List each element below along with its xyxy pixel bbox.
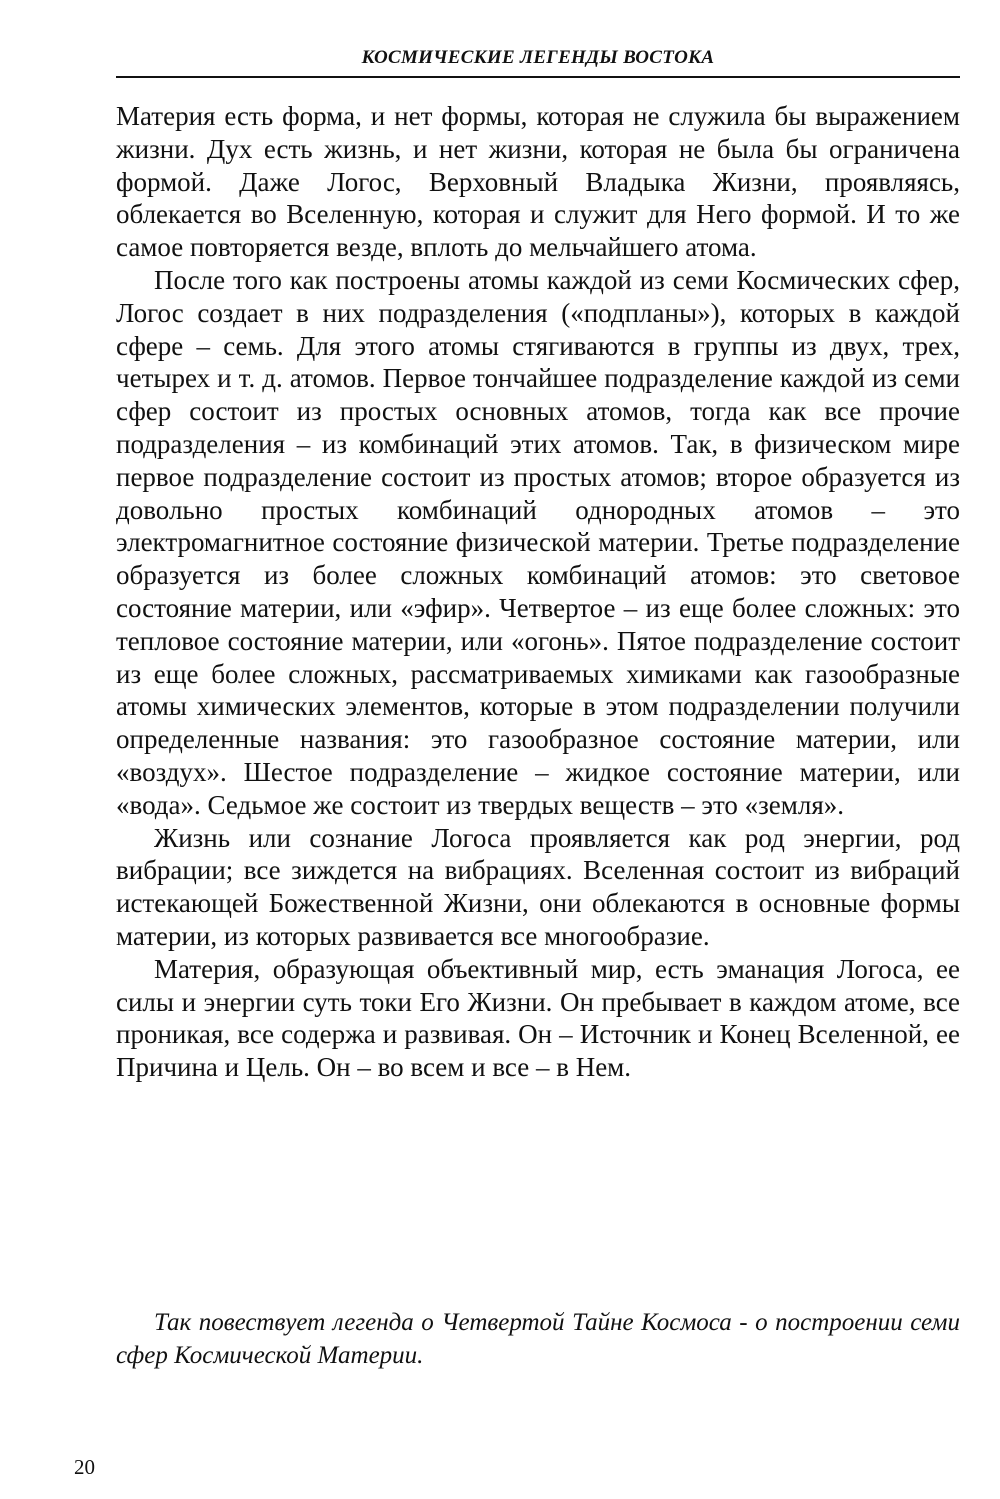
body-text <box>116 100 960 1084</box>
closing-note: Так повествует легенда о Четвертой Тайне Космоса - о построении семи сфер Космической Материи. <box>116 1309 960 1369</box>
running-title: КОСМИЧЕСКИЕ ЛЕГЕНДЫ ВОСТОКА <box>361 47 715 68</box>
paragraph-3: Жизнь или сознание Логоса проявляется как род энергии, род вибрации; все зиждется на вибрациях. Вселенная состоит из вибраций истекающей Божественной Жизни, они облекаются в основные формы материи, из которых развивается все многообразие. <box>116 822 960 951</box>
paragraph-2: После того как построены атомы каждой из семи Космических сфер, Логос создает в них подразделения («подпланы»), которых в каждой сфере – семь. Для этого атомы стягиваются в группы из двух, трех, четырех и т. д. атомов. Первое тончайшее подразделение каждой из семи сфер состоит из простых основных атомов, тогда как все прочие подразделения – из комбинаций этих атомов. Так, в физическом мире первое подразделение состоит из простых атомов; второе образуется из довольно простых комбинаций однородных атомов – это электромагнитное состояние физической материи. Третье подразделение образуется из более сложных комбинаций атомов: это световое состояние материи, или «эфир». Четвертое – из еще более сложных: это тепловое состояние материи, или «огонь». Пятое подразделение состоит из еще более сложных, рассматриваемых химиками как газообразные атомы химических элементов, которые в этом подразделении получили определенные названия: это газообразное состояние материи, или «воздух». Шестое подразделение – жидкое состояние материи, или «вода». Седьмое же состоит из твердых веществ – это «земля». <box>116 264 960 820</box>
paragraph-1: Материя есть форма, и нет формы, которая не служила бы выражением жизни. Дух есть жизнь, и нет жизни, которая не была бы ограничена формой. Даже Логос, Верховный Владыка Жизни, проявляясь, облекается во Вселенную, которая и служит для Него формой. И то же самое повторяется везде, вплоть до мельчайшего атома. <box>116 101 960 263</box>
page-number: 20 <box>74 1455 95 1479</box>
paragraph-4: Материя, образующая объективный мир, есть эманация Логоса, ее силы и энергии суть токи Его Жизни. Он пребывает в каждом атоме, все проникая, все содержа и развивая. Он – Источник и Конец Вселенной, ее Причина и Цель. Он – во всем и все – в Нем. <box>116 953 960 1083</box>
header-rule <box>116 76 960 78</box>
